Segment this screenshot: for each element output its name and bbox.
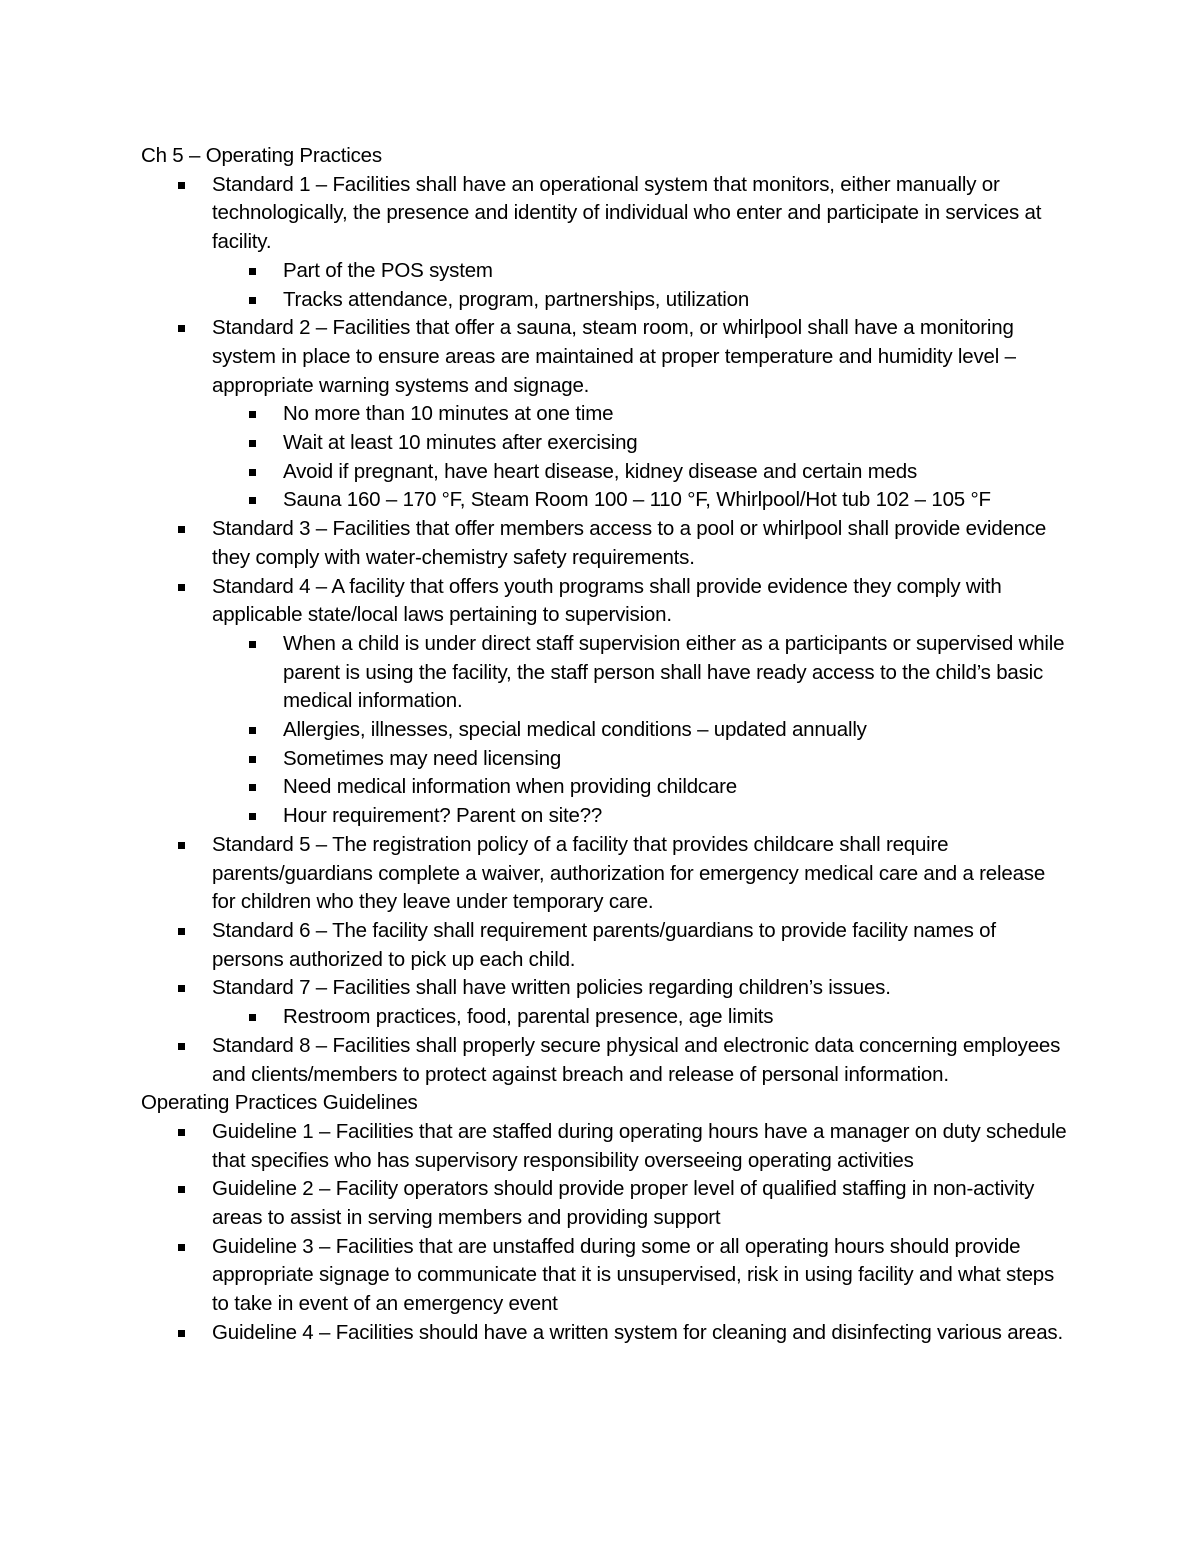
list-item — [141, 1319, 1071, 1348]
square-bullet-icon — [178, 1244, 185, 1251]
list-item — [141, 1233, 1071, 1319]
list-item-text: Standard 3 – Facilities that offer members access to a pool or whirlpool shall provide evidence they comply with water-chemistry safety requirements. — [212, 517, 1047, 569]
document-page — [141, 142, 1071, 1348]
square-bullet-icon — [178, 1330, 185, 1337]
square-bullet-icon — [178, 584, 185, 591]
square-bullet-icon — [249, 813, 256, 820]
square-bullet-icon — [178, 182, 185, 189]
sub-list-item — [141, 773, 1071, 802]
square-bullet-icon — [249, 727, 256, 734]
sub-list-item — [141, 429, 1071, 458]
sub-list-item-text: Allergies, illnesses, special medical conditions – updated annually — [283, 718, 867, 742]
sub-list-item — [141, 716, 1071, 745]
list-item-text: Standard 7 – Facilities shall have written policies regarding children’s issues. — [212, 976, 891, 1000]
square-bullet-icon — [249, 411, 256, 418]
sub-list-item-text: Part of the POS system — [283, 258, 493, 282]
square-bullet-icon — [249, 784, 256, 791]
list-item — [141, 974, 1071, 1003]
standards-list — [141, 1118, 1071, 1348]
sub-list-item-text: Tracks attendance, program, partnerships, utilization — [283, 287, 750, 311]
list-item-text: Standard 4 – A facility that offers youth programs shall provide evidence they comply with applicable state/local laws pertaining to supervision. — [212, 574, 1002, 627]
sub-list-item-text: Restroom practices, food, parental presence, age limits — [283, 1005, 774, 1029]
sub-list-item — [141, 400, 1071, 429]
sub-list-item — [141, 802, 1071, 831]
list-item-text: Standard 8 – Facilities shall properly secure physical and electronic data concerning employees and clients/members to protect against breach and release of personal information. — [212, 1033, 1061, 1086]
square-bullet-icon — [249, 440, 256, 447]
square-bullet-icon — [178, 1043, 185, 1050]
list-item — [141, 831, 1071, 917]
sub-list-item-text: Hour requirement? Parent on site?? — [283, 804, 603, 828]
sub-list-item — [141, 458, 1071, 487]
square-bullet-icon — [249, 268, 256, 275]
square-bullet-icon — [249, 469, 256, 476]
sub-list-item-text: When a child is under direct staff supervision either as a participants or supervised while parent is using the facility, the staff person shall have ready access to the child’s basic medical information. — [283, 631, 1065, 713]
list-item — [141, 1032, 1071, 1089]
sub-list-item-text: Sometimes may need licensing — [283, 746, 562, 770]
sub-list-item-text: No more than 10 minutes at one time — [283, 402, 614, 426]
square-bullet-icon — [249, 497, 256, 504]
list-item-text: Guideline 4 – Facilities should have a written system for cleaning and disinfecting various areas. — [212, 1320, 1063, 1344]
square-bullet-icon — [178, 1129, 185, 1136]
list-item — [141, 1118, 1071, 1175]
sub-list-item — [141, 486, 1071, 515]
sub-list-item — [141, 1003, 1071, 1032]
list-item-text: Standard 1 – Facilities shall have an operational system that monitors, either manually or technologically, the presence and identity of individual who enter and participate in services at facility. — [212, 172, 1042, 254]
sub-list-item — [141, 257, 1071, 286]
list-item — [141, 573, 1071, 630]
list-item — [141, 1175, 1071, 1232]
square-bullet-icon — [249, 756, 256, 763]
list-item-text: Guideline 1 – Facilities that are staffed during operating hours have a manager on duty schedule that specifies who has supervisory responsibility overseeing operating activities — [212, 1119, 1067, 1172]
square-bullet-icon — [178, 526, 185, 533]
list-item-text: Standard 2 – Facilities that offer a sauna, steam room, or whirlpool shall have a monitoring system in place to ensure areas are maintained at proper temperature and humidity level – appropriate warning systems and signage. — [212, 316, 1016, 397]
square-bullet-icon — [178, 1186, 185, 1193]
standards-list — [141, 171, 1071, 1090]
square-bullet-icon — [249, 641, 256, 648]
list-item — [141, 515, 1071, 572]
list-item-text: Guideline 2 – Facility operators should provide proper level of qualified staffing in non-activity areas to assist in serving members and providing support — [212, 1177, 1035, 1230]
sub-list-item-text: Need medical information when providing childcare — [283, 775, 737, 799]
sub-list-item — [141, 286, 1071, 315]
sub-list-item — [141, 630, 1071, 716]
square-bullet-icon — [249, 1014, 256, 1021]
square-bullet-icon — [178, 325, 185, 332]
square-bullet-icon — [249, 297, 256, 304]
sub-list-item — [141, 745, 1071, 774]
square-bullet-icon — [178, 842, 185, 849]
list-item — [141, 314, 1071, 400]
list-item-text: Guideline 3 – Facilities that are unstaffed during some or all operating hours should provide appropriate signage to communicate that it is unsupervised, risk in using facility and what steps to take in event of an emergency event — [212, 1234, 1055, 1316]
sub-list-item-text: Avoid if pregnant, have heart disease, kidney disease and certain meds — [283, 459, 918, 483]
square-bullet-icon — [178, 985, 185, 992]
square-bullet-icon — [178, 928, 185, 935]
sub-list-item-text: Wait at least 10 minutes after exercising — [283, 431, 638, 455]
list-item-text: Standard 6 – The facility shall requirement parents/guardians to provide facility names of persons authorized to pick up each child. — [212, 918, 996, 971]
section-heading: Ch 5 – Operating Practices — [141, 144, 382, 167]
section-heading: Operating Practices Guidelines — [141, 1091, 418, 1115]
list-item — [141, 917, 1071, 974]
sub-list-item-text: Sauna 160 – 170 °F, Steam Room 100 – 110 °F, Whirlpool/Hot tub 102 – 105 °F — [283, 488, 991, 512]
list-item-text: Standard 5 – The registration policy of a facility that provides childcare shall require parents/guardians complete a waiver, authorization for emergency medical care and a release for children who they leave under temporary care. — [212, 832, 1046, 914]
list-item — [141, 171, 1071, 257]
